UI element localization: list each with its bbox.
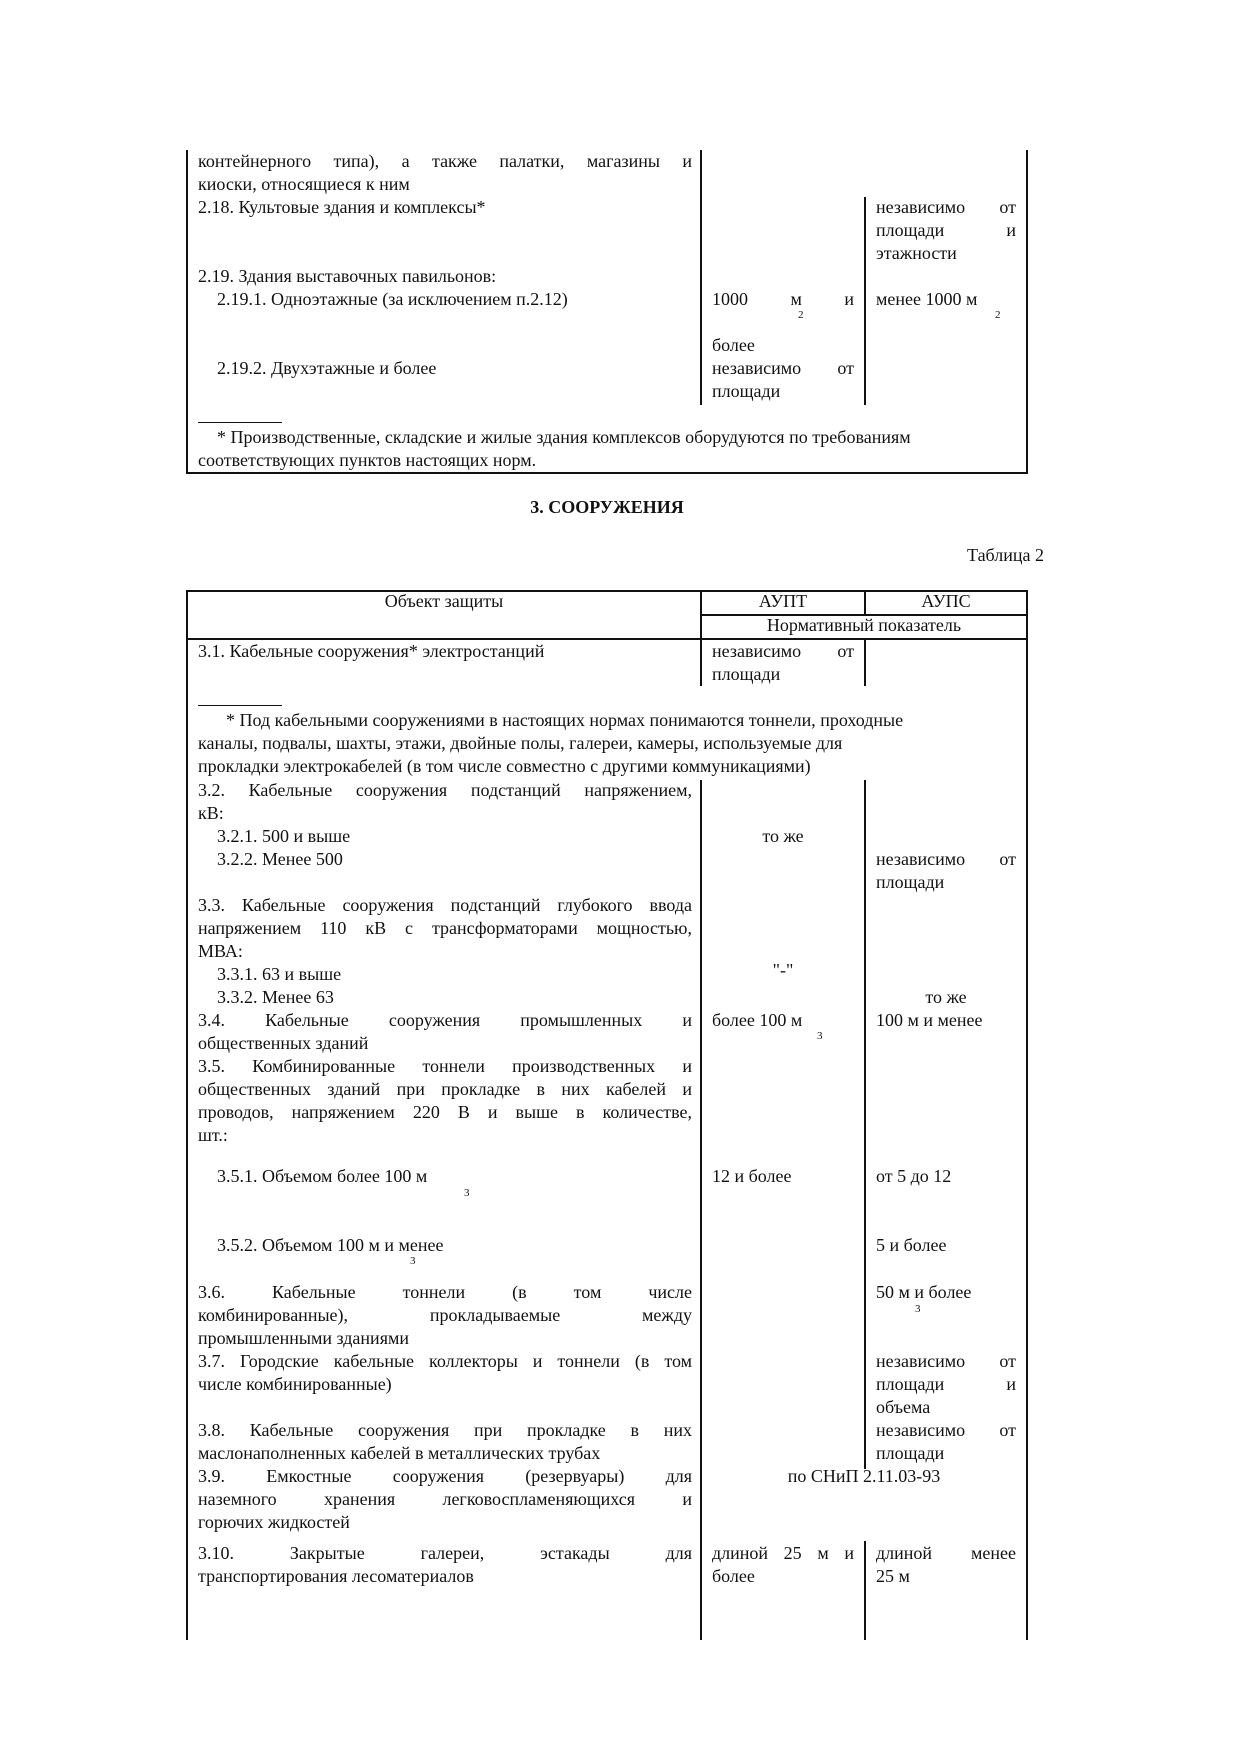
table-border-left xyxy=(186,590,188,1640)
superscript: 2 xyxy=(995,309,1001,321)
object-text: контейнерного типа), а также палатки, магазины и xyxy=(198,151,692,171)
footnote-separator xyxy=(198,422,282,423)
section-title: 3. СООРУЖЕНИЯ xyxy=(530,497,684,517)
object-text: 3.5. Комбинированные тоннели производственных и xyxy=(198,1056,692,1076)
aups-value: от 5 до 12 xyxy=(876,1166,952,1186)
aups-value: площади xyxy=(876,1443,945,1463)
footnote-text: * Под кабельными сооружениями в настоящих нормах понимаются тоннели, проходные xyxy=(226,710,904,730)
footnote-text: каналы, подвалы, шахты, этажи, двойные полы, галереи, камеры, используемые для xyxy=(198,733,843,753)
column-divider-aups-row310 xyxy=(864,1541,866,1640)
aups-value: менее 1000 м xyxy=(876,289,978,309)
aupt-value: то же xyxy=(762,826,804,846)
aups-value: то же xyxy=(925,987,967,1007)
object-text: общественных зданий при прокладке в них кабелей и xyxy=(198,1079,692,1099)
aups-value: независимо от xyxy=(876,849,1016,869)
object-text: 3.3.1. 63 и выше xyxy=(217,964,342,984)
object-text: 3.3. Кабельные сооружения подстанций глубокого ввода xyxy=(198,895,692,915)
object-text: 3.6. Кабельные тоннели (в том числе xyxy=(198,1282,692,1302)
aupt-value: более xyxy=(712,1566,755,1586)
aupt-value: более 100 м xyxy=(712,1010,803,1030)
header-normative: Нормативный показатель xyxy=(766,615,962,635)
superscript: 3 xyxy=(817,1030,823,1042)
object-text: горючих жидкостей xyxy=(198,1512,350,1532)
object-text: 3.3.2. Менее 63 xyxy=(217,987,334,1007)
object-text: 2.19.2. Двухэтажные и более xyxy=(217,358,437,378)
table-label: Таблица 2 xyxy=(967,545,1044,565)
table-border-right xyxy=(1026,590,1028,1640)
aups-value: 25 м xyxy=(876,1566,910,1586)
header-aupt: АУПТ xyxy=(758,591,808,611)
merged-value: по СНиП 2.11.03-93 xyxy=(787,1466,941,1486)
aups-value: этажности xyxy=(876,243,957,263)
aups-value: площади и xyxy=(876,220,1016,240)
table-border-right xyxy=(1026,150,1028,474)
object-text: промышленными зданиями xyxy=(198,1328,409,1348)
aupt-value: более xyxy=(712,335,755,355)
aupt-value: площади xyxy=(712,381,781,401)
object-text: 3.10. Закрытые галереи, эстакады для xyxy=(198,1543,692,1563)
aupt-value: длиной 25 м и xyxy=(712,1543,854,1563)
footnote-text: * Производственные, складские и жилые здания комплексов оборудуются по требованиям xyxy=(217,427,911,447)
object-text: проводов, напряжением 220 В и выше в количестве, xyxy=(198,1102,692,1122)
aups-value: независимо от xyxy=(876,1420,1016,1440)
aups-value: независимо от xyxy=(876,197,1016,217)
aups-value: 5 и более xyxy=(876,1235,947,1255)
object-text: наземного хранения легковоспламеняющихся и xyxy=(198,1489,692,1509)
aupt-value: площади xyxy=(712,664,781,684)
column-divider-aups-row31 xyxy=(864,638,866,686)
superscript: 3 xyxy=(410,1255,416,1267)
object-text: 3.4. Кабельные сооружения промышленных и xyxy=(198,1010,692,1030)
object-text: кВ: xyxy=(198,803,224,823)
object-text: числе комбинированные) xyxy=(198,1374,392,1394)
object-text: 3.2. Кабельные сооружения подстанций напряжением, xyxy=(198,780,692,800)
object-text: 3.1. Кабельные сооружения* электростанций xyxy=(198,641,545,661)
superscript: 2 xyxy=(798,309,804,321)
aups-value: 50 м и более xyxy=(876,1282,972,1302)
footnote-text: прокладки электрокабелей (в том числе совместно с другими коммуникациями) xyxy=(198,756,811,776)
aups-value: площади и xyxy=(876,1374,1016,1394)
object-text: транспортирования лесоматериалов xyxy=(198,1566,474,1586)
footnote-separator xyxy=(198,705,282,706)
object-text: 2.19.1. Одноэтажные (за исключением п.2.12) xyxy=(217,289,568,309)
aups-value: длиной менее xyxy=(876,1543,1016,1563)
aups-value: объема xyxy=(876,1397,931,1417)
column-divider-aups xyxy=(864,197,866,405)
aupt-value: 1000 м и xyxy=(712,289,854,309)
column-divider-aups xyxy=(864,780,866,1469)
aups-value: 100 м и менее xyxy=(876,1010,983,1030)
object-text: 3.2.1. 500 и выше xyxy=(217,826,351,846)
object-text: 3.9. Емкостные сооружения (резервуары) для xyxy=(198,1466,692,1486)
object-text: 3.7. Городские кабельные коллекторы и тоннели (в том xyxy=(198,1351,692,1371)
object-text: маслонаполненных кабелей в металлических трубах xyxy=(198,1443,601,1463)
object-text: 2.18. Культовые здания и комплексы* xyxy=(198,197,486,217)
object-text: киоски, относящиеся к ним xyxy=(198,174,410,194)
aupt-value: "-" xyxy=(772,960,794,980)
object-text: напряжением 110 кВ с трансформаторами мощностью, xyxy=(198,918,692,938)
superscript: 3 xyxy=(915,1303,921,1315)
object-text: шт.: xyxy=(198,1125,228,1145)
column-divider-aupt xyxy=(700,150,702,405)
column-divider-aupt xyxy=(700,780,702,1640)
table-border-left xyxy=(186,150,188,474)
aups-value: независимо от xyxy=(876,1351,1016,1371)
object-text: 3.2.2. Менее 500 xyxy=(217,849,343,869)
aupt-value: 12 и более xyxy=(712,1166,792,1186)
table-border-bottom xyxy=(186,472,1028,474)
object-text: общественных зданий xyxy=(198,1033,369,1053)
object-text: комбинированные), прокладываемые между xyxy=(198,1305,692,1325)
object-text: 3.5.2. Объемом 100 м и менее xyxy=(217,1235,444,1255)
footnote-text: соответствующих пунктов настоящих норм. xyxy=(198,450,537,470)
header-aups: АУПС xyxy=(921,591,971,611)
superscript: 3 xyxy=(464,1187,470,1199)
aupt-value: независимо от xyxy=(712,358,854,378)
object-text: 2.19. Здания выставочных павильонов: xyxy=(198,266,497,286)
aups-value: площади xyxy=(876,872,945,892)
object-text: 3.8. Кабельные сооружения при прокладке в них xyxy=(198,1420,692,1440)
object-text: 3.5.1. Объемом более 100 м xyxy=(217,1166,428,1186)
header-object: Объект защиты xyxy=(384,591,504,611)
object-text: МВА: xyxy=(198,941,243,961)
aupt-value: независимо от xyxy=(712,641,854,661)
